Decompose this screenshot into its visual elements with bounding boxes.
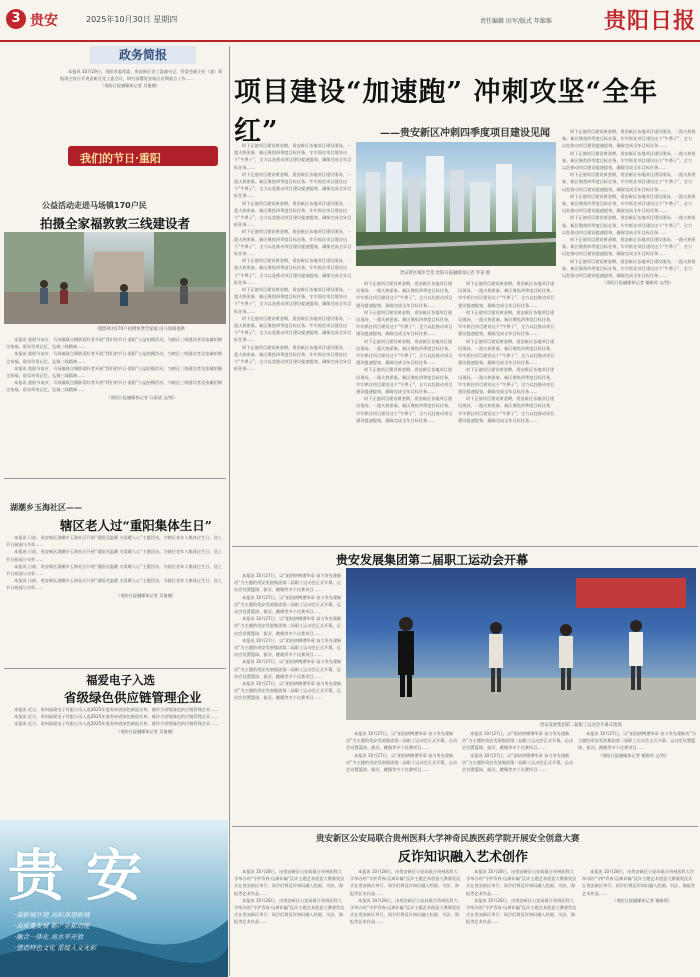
art-headline: 反诈知识融入艺术创作 bbox=[398, 850, 529, 865]
lead-body-col2: 时下正值项目建设黄金期，贵安新区各地项目建设现场，一派火热景象。新区聚焦四季度目标任务，牢牢抓住项目建设这个“牛鼻子”，全力以赴推动项目建设提速提效，确保完成全年目标任务…… 时下正值项目建设黄金期，贵安新区各地项目建设现场，一派火热景象。新区聚焦四季度目标任务，牢牢抓住项目建设这个“牛鼻子”，全力以赴推动项目建设提速提效，确保完成全年目标任务…… 时下正值项目建设黄金期，贵安新区各地项目建设现场，一派火热景象。新区聚焦四季度目标任务，牢牢抓住项目建设这个“牛鼻子”，全力以赴推动项目建设提速提效，确保完成全年目标任务…… 时下正值项目建设黄金期，贵安新区各地项目建设现场，一派火热景象。新区聚焦四季度目标任务，牢牢抓住项目建设这个“牛鼻子”，全力以赴推动项目建设提速提效，确保完成全年目标任务…… 时下正值项目建设黄金期，贵安新区各地项目建设现场，一派火热景象。新区聚焦四季度目标任务，牢牢抓住项目建设这个“牛鼻子”，全力以赴推动项目建设提速提效，确保完成全年目标任务…… bbox=[356, 281, 453, 423]
story3-body: 本报讯 近日，贵州福爱电子有限公司入选2025年度贵州省绿色制造名单，被评为省级绿色供应链管理企业…… 本报讯 近日，贵州福爱电子有限公司入选2025年度贵州省绿色制造名单，被评为省级绿色供应链管理企业…… 本报讯 近日，贵州福爱电子有限公司入选2025年度贵州省绿色制造名单，被评为省级绿色供应链管理企业…… （贵阳日报融媒体记者 吴俊德） bbox=[6, 706, 226, 816]
sports-body-col2: 本报讯 10月27日，以“团结拼搏谱华章 奋力争先建新功”为主题的贵安发展集团第二届职工运动会正式开幕。运动会设置篮球、拔河、跳绳等多个比赛项目…… 本报讯 10月27日，以“团结拼搏谱华章 奋力争先建新功”为主题的贵安发展集团第二届职工运动会正式开幕。运动会设置篮球、拔河、跳绳等多个比赛项目…… bbox=[346, 731, 458, 773]
page-number: 3 bbox=[6, 9, 26, 29]
lead-body-col1: 时下正值项目建设黄金期，贵安新区各地项目建设现场，一派火热景象。新区聚焦四季度目标任务，牢牢抓住项目建设这个“牛鼻子”，全力以赴推动项目建设提速提效，确保完成全年目标任务…… 时下正值项目建设黄金期，贵安新区各地项目建设现场，一派火热景象。新区聚焦四季度目标任务，牢牢抓住项目建设这个“牛鼻子”，全力以赴推动项目建设提速提效，确保完成全年目标任务…… 时下正值项目建设黄金期，贵安新区各地项目建设现场，一派火热景象。新区聚焦四季度目标任务，牢牢抓住项目建设这个“牛鼻子”，全力以赴推动项目建设提速提效，确保完成全年目标任务…… 时下正值项目建设黄金期，贵安新区各地项目建设现场，一派火热景象。新区聚焦四季度目标任务，牢牢抓住项目建设这个“牛鼻子”，全力以赴推动项目建设提速提效，确保完成全年目标任务…… 时下正值项目建设黄金期，贵安新区各地项目建设现场，一派火热景象。新区聚焦四季度目标任务，牢牢抓住项目建设这个“牛鼻子”，全力以赴推动项目建设提速提效，确保完成全年目标任务…… 时下正值项目建设黄金期，贵安新区各地项目建设现场，一派火热景象。新区聚焦四季度目标任务，牢牢抓住项目建设这个“牛鼻子”，全力以赴推动项目建设提速提效，确保完成全年目标任务…… 时下正值项目建设黄金期，贵安新区各地项目建设现场，一派火热景象。新区聚焦四季度目标任务，牢牢抓住项目建设这个“牛鼻子”，全力以赴推动项目建设提速提效，确保完成全年目标任务…… 时下正值项目建设黄金期，贵安新区各地项目建设现场，一派火热景象。新区聚焦四季度目标任务，牢牢抓住项目建设这个“牛鼻子”，全力以赴推动项目建设提速提效，确保完成全年目标任务…… bbox=[234, 143, 352, 372]
story1-headline: 拍摄全家福敦敦三线建设者 bbox=[40, 216, 191, 231]
brief-title: 政务简报 bbox=[90, 46, 196, 64]
story2-kicker: 湖潮乡玉海社区—— bbox=[10, 503, 82, 512]
elders-photo-illustration bbox=[4, 232, 226, 324]
story-divider bbox=[232, 546, 698, 547]
guian-slogan: ·高质量发展 新产业新动能 bbox=[14, 922, 90, 930]
sports-byline: （贵阳日报融媒体记者 谢雅琼 文/图） bbox=[598, 752, 670, 758]
story-divider bbox=[4, 668, 226, 669]
story3-byline: （贵阳日报融媒体记者 吴俊德） bbox=[116, 728, 176, 734]
lead-headline: 项目建设“加速跑” 冲刺攻坚“全年红” bbox=[234, 77, 658, 147]
sports-headline: 贵安发展集团第二届职工运动会开幕 bbox=[336, 553, 529, 567]
sports-body-col1: 本报讯 10月27日，以“团结拼搏谱华章 奋力争先建新功”为主题的贵安发展集团第二届职工运动会正式开幕。运动会设置篮球、拔河、跳绳等多个比赛项目…… 本报讯 10月27日，以“团结拼搏谱华章 奋力争先建新功”为主题的贵安发展集团第二届职工运动会正式开幕。运动会设置篮球、拔河、跳绳等多个比赛项目…… 本报讯 10月27日，以“团结拼搏谱华章 奋力争先建新功”为主题的贵安发展集团第二届职工运动会正式开幕。运动会设置篮球、拔河、跳绳等多个比赛项目…… 本报讯 10月27日，以“团结拼搏谱华章 奋力争先建新功”为主题的贵安发展集团第二届职工运动会正式开幕。运动会设置篮球、拔河、跳绳等多个比赛项目…… 本报讯 10月27日，以“团结拼搏谱华章 奋力争先建新功”为主题的贵安发展集团第二届职工运动会正式开幕。运动会设置篮球、拔河、跳绳等多个比赛项目…… 本报讯 10月27日，以“团结拼搏谱华章 奋力争先建新功”为主题的贵安发展集团第二届职工运动会正式开幕。运动会设置篮球、拔河、跳绳等多个比赛项目…… bbox=[234, 573, 342, 701]
athletes-illustration bbox=[346, 568, 696, 720]
sports-body-col3: 本报讯 10月27日，以“团结拼搏谱华章 奋力争先建新功”为主题的贵安发展集团第二届职工运动会正式开幕。运动会设置篮球、拔河、跳绳等多个比赛项目…… 本报讯 10月27日，以“团结拼搏谱华章 奋力争先建新功”为主题的贵安发展集团第二届职工运动会正式开幕。运动会设置篮球、拔河、跳绳等多个比赛项目…… bbox=[462, 731, 574, 773]
art-body-col2: 本报讯 10月28日，由贵安新区公安局联合贵州医科大学举办的“守护青春·远离诈骗”反诈主题艺术创意大赛颁奖仪式在贵安新区举行，同学们将反诈知识融入绘画、书法、海报等艺术作品…… 本报讯 10月28日，由贵安新区公安局联合贵州医科大学举办的“守护青春·远离诈骗”反诈主题艺术创意大赛颁奖仪式在贵安新区举行，同学们将反诈知识融入绘画、书法、海报等艺术作品…… bbox=[350, 869, 461, 925]
brief-body: 本报讯 10月29日，贵阳市委常委、贵安新区党工委副书记、管委会副主任（兼）蒋振海主持召开贵安新区党工委会议，研究部署贵安新区近期重点工作…… （贵阳日报融媒体记者 吴俊德） bbox=[60, 68, 226, 120]
story1-kicker: 公益活动走进马场镇170户民 bbox=[42, 201, 147, 210]
story-divider bbox=[4, 478, 226, 479]
story3-kicker: 福爱电子入选 bbox=[86, 673, 155, 687]
lead-body-col3: 时下正值项目建设黄金期，贵安新区各地项目建设现场，一派火热景象。新区聚焦四季度目标任务，牢牢抓住项目建设这个“牛鼻子”，全力以赴推动项目建设提速提效，确保完成全年目标任务…… 时下正值项目建设黄金期，贵安新区各地项目建设现场，一派火热景象。新区聚焦四季度目标任务，牢牢抓住项目建设这个“牛鼻子”，全力以赴推动项目建设提速提效，确保完成全年目标任务…… 时下正值项目建设黄金期，贵安新区各地项目建设现场，一派火热景象。新区聚焦四季度目标任务，牢牢抓住项目建设这个“牛鼻子”，全力以赴推动项目建设提速提效，确保完成全年目标任务…… 时下正值项目建设黄金期，贵安新区各地项目建设现场，一派火热景象。新区聚焦四季度目标任务，牢牢抓住项目建设这个“牛鼻子”，全力以赴推动项目建设提速提效，确保完成全年目标任务…… 时下正值项目建设黄金期，贵安新区各地项目建设现场，一派火热景象。新区聚焦四季度目标任务，牢牢抓住项目建设这个“牛鼻子”，全力以赴推动项目建设提速提效，确保完成全年目标任务…… bbox=[458, 281, 555, 423]
sports-photo-caption: 贵安发展集团第二届职工运动会开幕式现场 bbox=[540, 723, 622, 728]
story1-photo bbox=[4, 232, 226, 324]
section-name: 贵安 bbox=[30, 13, 58, 29]
art-kicker: 贵安新区公安局联合贵州医科大学神奇民族医药学院开展安全创意大赛 bbox=[316, 834, 580, 844]
story2-byline: （贵阳日报融媒体记者 吴俊德） bbox=[116, 592, 176, 598]
guian-slogan: ·融合一体化 高水平开放 bbox=[14, 933, 84, 941]
story2-headline: 辖区老人过“重阳集体生日” bbox=[60, 518, 212, 533]
art-body-col3: 本报讯 10月28日，由贵安新区公安局联合贵州医科大学举办的“守护青春·远离诈骗”反诈主题艺术创意大赛颁奖仪式在贵安新区举行，同学们将反诈知识融入绘画、书法、海报等艺术作品…… 本报讯 10月28日，由贵安新区公安局联合贵州医科大学举办的“守护青春·远离诈骗”反诈主题艺术创意大赛颁奖仪式在贵安新区举行，同学们将反诈知识融入绘画、书法、海报等艺术作品…… bbox=[466, 869, 577, 925]
story2-body: 本报讯 日前，贵安新区湖潮乡玉海社区开展“重阳送温暖 关爱暖人心”主题活动，为辖区老年人集体过生日，送上节日祝福与关怀…… 本报讯 日前，贵安新区湖潮乡玉海社区开展“重阳送温暖 关爱暖人心”主题活动，为辖区老年人集体过生日，送上节日祝福与关怀…… 本报讯 日前，贵安新区湖潮乡玉海社区开展“重阳送温暖 关爱暖人心”主题活动，为辖区老年人集体过生日，送上节日祝福与关怀…… 本报讯 日前，贵安新区湖潮乡玉海社区开展“重阳送温暖 关爱暖人心”主题活动，为辖区老年人集体过生日，送上节日祝福与关怀…… （贵阳日报融媒体记者 吴俊德） bbox=[6, 534, 226, 668]
guian-banner bbox=[0, 820, 228, 977]
art-body-col4: 本报讯 10月28日，由贵安新区公安局联合贵州医科大学举办的“守护青春·远离诈骗”反诈主题艺术创意大赛颁奖仪式在贵安新区举行，同学们将反诈知识融入绘画、书法、海报等艺术作品…… （贵阳日报融媒体记者 谢雅琼） bbox=[582, 869, 696, 903]
art-body-col1: 本报讯 10月28日，由贵安新区公安局联合贵州医科大学举办的“守护青春·远离诈骗”反诈主题艺术创意大赛颁奖仪式在贵安新区举行，同学们将反诈知识融入绘画、书法、海报等艺术作品…… 本报讯 10月28日，由贵安新区公安局联合贵州医科大学举办的“守护青春·远离诈骗”反诈主题艺术创意大赛颁奖仪式在贵安新区举行，同学们将反诈知识融入绘画、书法、海报等艺术作品…… bbox=[234, 869, 345, 925]
editors-line: 责任编辑 田军/版式 年维维 bbox=[480, 18, 552, 25]
art-byline: （贵阳日报融媒体记者 谢雅琼） bbox=[612, 897, 672, 903]
brief-byline: （贵阳日报融媒体记者 吴俊德） bbox=[100, 83, 160, 89]
issue-date: 2025年10月30日 星期四 bbox=[86, 15, 178, 24]
guian-banner-word: 贵安 bbox=[8, 843, 164, 909]
lead-photo bbox=[356, 142, 556, 266]
festival-banner-text: 我们的节日·重阳 bbox=[80, 152, 161, 165]
column-divider bbox=[229, 46, 230, 976]
lead-body-col4: 时下正值项目建设黄金期，贵安新区各地项目建设现场，一派火热景象。新区聚焦四季度目标任务，牢牢抓住项目建设这个“牛鼻子”，全力以赴推动项目建设提速提效，确保完成全年目标任务…… 时下正值项目建设黄金期，贵安新区各地项目建设现场，一派火热景象。新区聚焦四季度目标任务，牢牢抓住项目建设这个“牛鼻子”，全力以赴推动项目建设提速提效，确保完成全年目标任务…… 时下正值项目建设黄金期，贵安新区各地项目建设现场，一派火热景象。新区聚焦四季度目标任务，牢牢抓住项目建设这个“牛鼻子”，全力以赴推动项目建设提速提效，确保完成全年目标任务…… 时下正值项目建设黄金期，贵安新区各地项目建设现场，一派火热景象。新区聚焦四季度目标任务，牢牢抓住项目建设这个“牛鼻子”，全力以赴推动项目建设提速提效，确保完成全年目标任务…… 时下正值项目建设黄金期，贵安新区各地项目建设现场，一派火热景象。新区聚焦四季度目标任务，牢牢抓住项目建设这个“牛鼻子”，全力以赴推动项目建设提速提效，确保完成全年目标任务…… 时下正值项目建设黄金期，贵安新区各地项目建设现场，一派火热景象。新区聚焦四季度目标任务，牢牢抓住项目建设这个“牛鼻子”，全力以赴推动项目建设提速提效，确保完成全年目标任务…… 时下正值项目建设黄金期，贵安新区各地项目建设现场，一派火热景象。新区聚焦四季度目标任务，牢牢抓住项目建设这个“牛鼻子”，全力以赴推动项目建设提速提效，确保完成全年目标任务…… （贵阳日报融媒体记者 谢雅琼 文/图） bbox=[562, 129, 696, 286]
guian-slogan-list bbox=[14, 910, 96, 954]
sports-photo bbox=[346, 568, 696, 720]
story1-body: 本报讯 重阳节前夕，马场镇联合摄影爱好者开展“我们的节日·重阳”公益拍摄活动，为辖区三线建设者及家属拍摄全家福，留存珍贵记忆，弘扬三线精神…… 本报讯 重阳节前夕，马场镇联合摄影爱好者开展“我们的节日·重阳”公益拍摄活动，为辖区三线建设者及家属拍摄全家福，留存珍贵记忆，弘扬三线精神…… 本报讯 重阳节前夕，马场镇联合摄影爱好者开展“我们的节日·重阳”公益拍摄活动，为辖区三线建设者及家属拍摄全家福，留存珍贵记忆，弘扬三线精神…… 本报讯 重阳节前夕，马场镇联合摄影爱好者开展“我们的节日·重阳”公益拍摄活动，为辖区三线建设者及家属拍摄全家福，留存珍贵记忆，弘扬三线精神…… （贵阳日报融媒体记者 石丽清 文/图） bbox=[6, 336, 226, 474]
sports-body-col4: 本报讯 10月27日，以“团结拼搏谱华章 奋力争先建新功”为主题的贵安发展集团第二届职工运动会正式开幕。运动会设置篮球、拔河、跳绳等多个比赛项目…… （贵阳日报融媒体记者 谢雅琼 文/图） bbox=[578, 731, 696, 758]
story1-byline: （贵阳日报融媒体记者 石丽清 文/图） bbox=[106, 394, 178, 400]
festival-banner bbox=[68, 146, 218, 166]
page-header bbox=[0, 0, 700, 42]
lead-photo-caption: 贵安新区城市全景 贵阳日报融媒体记者 罗某 摄 bbox=[400, 271, 491, 276]
newspaper-logo: 贵阳日报 bbox=[604, 8, 697, 34]
story1-caption: 摄影师为170户拍摄免费全家福 由马场镇提供 bbox=[98, 327, 185, 332]
guian-slogan: ·塑造特色文化 重绽人文光彩 bbox=[14, 944, 97, 952]
guian-slogan: ·强新城开建 高标准建新城 bbox=[14, 911, 90, 919]
city-skyline-illustration bbox=[356, 142, 556, 266]
lead-subhead: ——贵安新区冲刺四季度项目建设见闻 bbox=[380, 128, 550, 139]
story3-headline: 省级绿色供应链管理企业 bbox=[64, 690, 202, 705]
lead-byline: （贵阳日报融媒体记者 谢雅琼 文/图） bbox=[602, 280, 674, 286]
story-divider bbox=[232, 826, 698, 827]
